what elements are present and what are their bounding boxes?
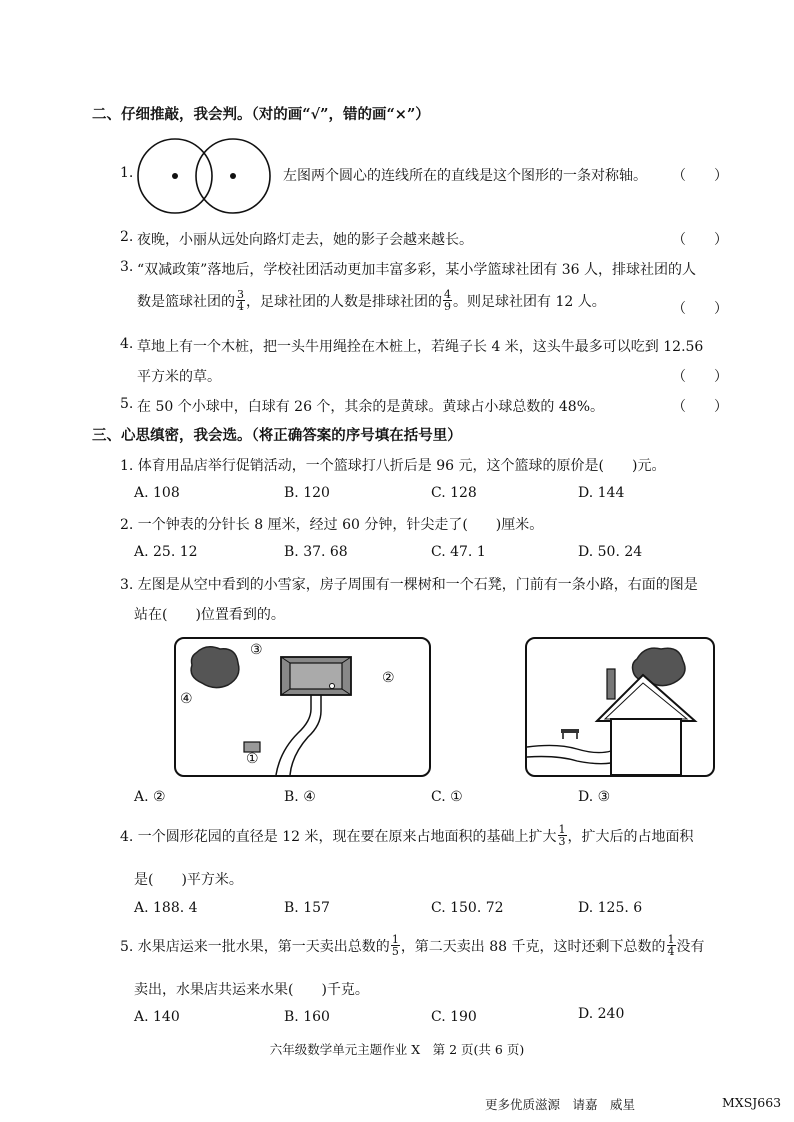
judge-item-4-number: 4. bbox=[120, 336, 134, 352]
choice-q2-option-a[interactable]: A. 25. 12 bbox=[134, 544, 198, 560]
top-view-drawing bbox=[176, 639, 429, 775]
choice-q4-option-b[interactable]: B. 157 bbox=[284, 900, 330, 916]
choice-q3-option-c[interactable]: C. ① bbox=[431, 789, 463, 805]
fraction-one-fifth bbox=[391, 934, 400, 957]
side-view-drawing bbox=[527, 639, 713, 775]
fraction-numerator: 4 bbox=[444, 288, 451, 301]
section-3-title: 三、心思缜密，我会选。（将正确答案的序号填在括号里） bbox=[92, 427, 462, 444]
choice-q3-line1: 3. 左图是从空中看到的小雪家，房子周围有一棵树和一个石凳，门前有一条小路，右面的图是 bbox=[120, 577, 698, 593]
fraction-numerator: 1 bbox=[667, 933, 675, 946]
choice-q1-option-d[interactable]: D. 144 bbox=[578, 485, 625, 501]
marker-2: ② bbox=[382, 670, 395, 686]
marker-4: ④ bbox=[180, 691, 193, 707]
top-view-map bbox=[174, 637, 431, 777]
judge-item-4-line1: 草地上有一个木桩，把一头牛用绳拴在木桩上，若绳子长 4 米，这头牛最多可以吃到 12.56 bbox=[137, 339, 704, 355]
judge-item-3-line2 bbox=[137, 289, 606, 312]
judge-item-3-number: 3. bbox=[120, 259, 134, 275]
choice-q2-option-b[interactable]: B. 37. 68 bbox=[284, 544, 348, 560]
choice-q5-line1 bbox=[120, 934, 705, 957]
fraction-denominator: 4 bbox=[237, 300, 244, 313]
judge-item-3-line2-part-b: ，足球社团的人数是排球社团的 bbox=[246, 293, 442, 310]
choice-q3-option-d[interactable]: D. ③ bbox=[578, 789, 611, 805]
overlapping-circles-figure bbox=[133, 137, 275, 217]
judge-item-4-line2: 平方米的草。 bbox=[137, 369, 221, 385]
choice-q4-option-a[interactable]: A. 188. 4 bbox=[134, 900, 198, 916]
choice-q4-line1-part-b: ，扩大后的占地面积 bbox=[567, 828, 694, 845]
choice-q5-option-c[interactable]: C. 190 bbox=[431, 1009, 477, 1025]
judge-item-1-text: 左图两个圆心的连线所在的直线是这个图形的一条对称轴。 bbox=[283, 168, 647, 184]
choice-q5-option-d[interactable]: D. 240 bbox=[578, 1006, 625, 1022]
fraction-numerator: 3 bbox=[237, 288, 244, 301]
choice-q5-line1-part-c: 没有 bbox=[676, 938, 705, 955]
fraction-denominator: 3 bbox=[558, 835, 566, 848]
choice-q4-line2: 是( )平方米。 bbox=[134, 872, 243, 888]
choice-q4-option-d[interactable]: D. 125. 6 bbox=[578, 900, 643, 916]
section-2-title: 二、仔细推敲，我会判。（对的画“√”，错的画“×”） bbox=[92, 106, 430, 123]
choice-q5-line2: 卖出，水果店共运来水果( )千克。 bbox=[134, 982, 369, 998]
fraction-one-third bbox=[558, 824, 567, 847]
side-view-picture bbox=[525, 637, 715, 777]
fraction-numerator: 1 bbox=[391, 933, 399, 946]
fraction-three-fourths bbox=[236, 289, 245, 312]
choice-q4-line1 bbox=[120, 824, 694, 847]
judge-item-4-answer-blank[interactable]: （ ） bbox=[672, 369, 728, 385]
judge-item-3-answer-blank[interactable]: （ ） bbox=[672, 301, 728, 317]
choice-q1-option-b[interactable]: B. 120 bbox=[284, 485, 330, 501]
choice-q4-line1-part-a: 4. 一个圆形花园的直径是 12 米，现在要在原来占地面积的基础上扩大 bbox=[120, 828, 557, 845]
choice-q5-option-a[interactable]: A. 140 bbox=[134, 1009, 180, 1025]
choice-q2-option-d[interactable]: D. 50. 24 bbox=[578, 544, 643, 560]
judge-item-2-answer-blank[interactable]: （ ） bbox=[672, 232, 728, 248]
marker-3: ③ bbox=[250, 642, 263, 658]
choice-q5-line1-part-a: 5. 水果店运来一批水果，第一天卖出总数的 bbox=[120, 938, 390, 955]
choice-q1-option-a[interactable]: A. 108 bbox=[134, 485, 180, 501]
judge-item-3-line2-part-a: 数是篮球社团的 bbox=[137, 293, 235, 310]
choice-q5-option-b[interactable]: B. 160 bbox=[284, 1009, 330, 1025]
watermark-text: 更多优质滋源 请嘉 威星 bbox=[485, 1097, 636, 1112]
fraction-one-fourth bbox=[667, 934, 676, 957]
choice-q1-option-c[interactable]: C. 128 bbox=[431, 485, 477, 501]
marker-1: ① bbox=[246, 751, 259, 767]
judge-item-1-number: 1. bbox=[120, 165, 134, 181]
choice-q2-text: 2. 一个钟表的分针长 8 厘米，经过 60 分钟，针尖走了( )厘米。 bbox=[120, 517, 544, 533]
judge-item-5-number: 5. bbox=[120, 396, 134, 412]
fraction-four-ninths bbox=[443, 289, 452, 312]
fraction-numerator: 1 bbox=[558, 823, 566, 836]
choice-q2-option-c[interactable]: C. 47. 1 bbox=[431, 544, 486, 560]
fraction-denominator: 9 bbox=[444, 300, 451, 313]
choice-q3-option-b[interactable]: B. ④ bbox=[284, 789, 316, 805]
choice-q5-line1-part-b: ，第二天卖出 88 千克，这时还剩下总数的 bbox=[400, 938, 666, 955]
choice-q4-option-c[interactable]: C. 150. 72 bbox=[431, 900, 504, 916]
judge-item-2-text: 夜晚，小丽从远处向路灯走去，她的影子会越来越长。 bbox=[137, 232, 473, 248]
judge-item-2-number: 2. bbox=[120, 229, 134, 245]
fraction-denominator: 4 bbox=[667, 945, 675, 958]
judge-item-5-answer-blank[interactable]: （ ） bbox=[672, 399, 728, 415]
judge-item-3-line2-part-c: 。则足球社团有 12 人。 bbox=[453, 293, 606, 310]
choice-q3-line2: 站在( )位置看到的。 bbox=[134, 607, 285, 623]
document-code: MXSJ663 bbox=[722, 1095, 782, 1110]
judge-item-1-answer-blank[interactable]: （ ） bbox=[672, 168, 728, 184]
judge-item-3-line1: “双减政策”落地后，学校社团活动更加丰富多彩，某小学篮球社团有 36 人，排球社团的人 bbox=[137, 262, 697, 278]
judge-item-5-text: 在 50 个小球中，白球有 26 个，其余的是黄球。黄球占小球总数的 48%。 bbox=[137, 399, 604, 415]
fraction-denominator: 5 bbox=[391, 945, 399, 958]
choice-q3-option-a[interactable]: A. ② bbox=[134, 789, 166, 805]
page-footer: 六年级数学单元主题作业 X 第 2 页(共 6 页) bbox=[269, 1042, 525, 1057]
choice-q1-text: 1. 体育用品店举行促销活动，一个篮球打八折后是 96 元，这个篮球的原价是( )元。 bbox=[120, 458, 666, 474]
